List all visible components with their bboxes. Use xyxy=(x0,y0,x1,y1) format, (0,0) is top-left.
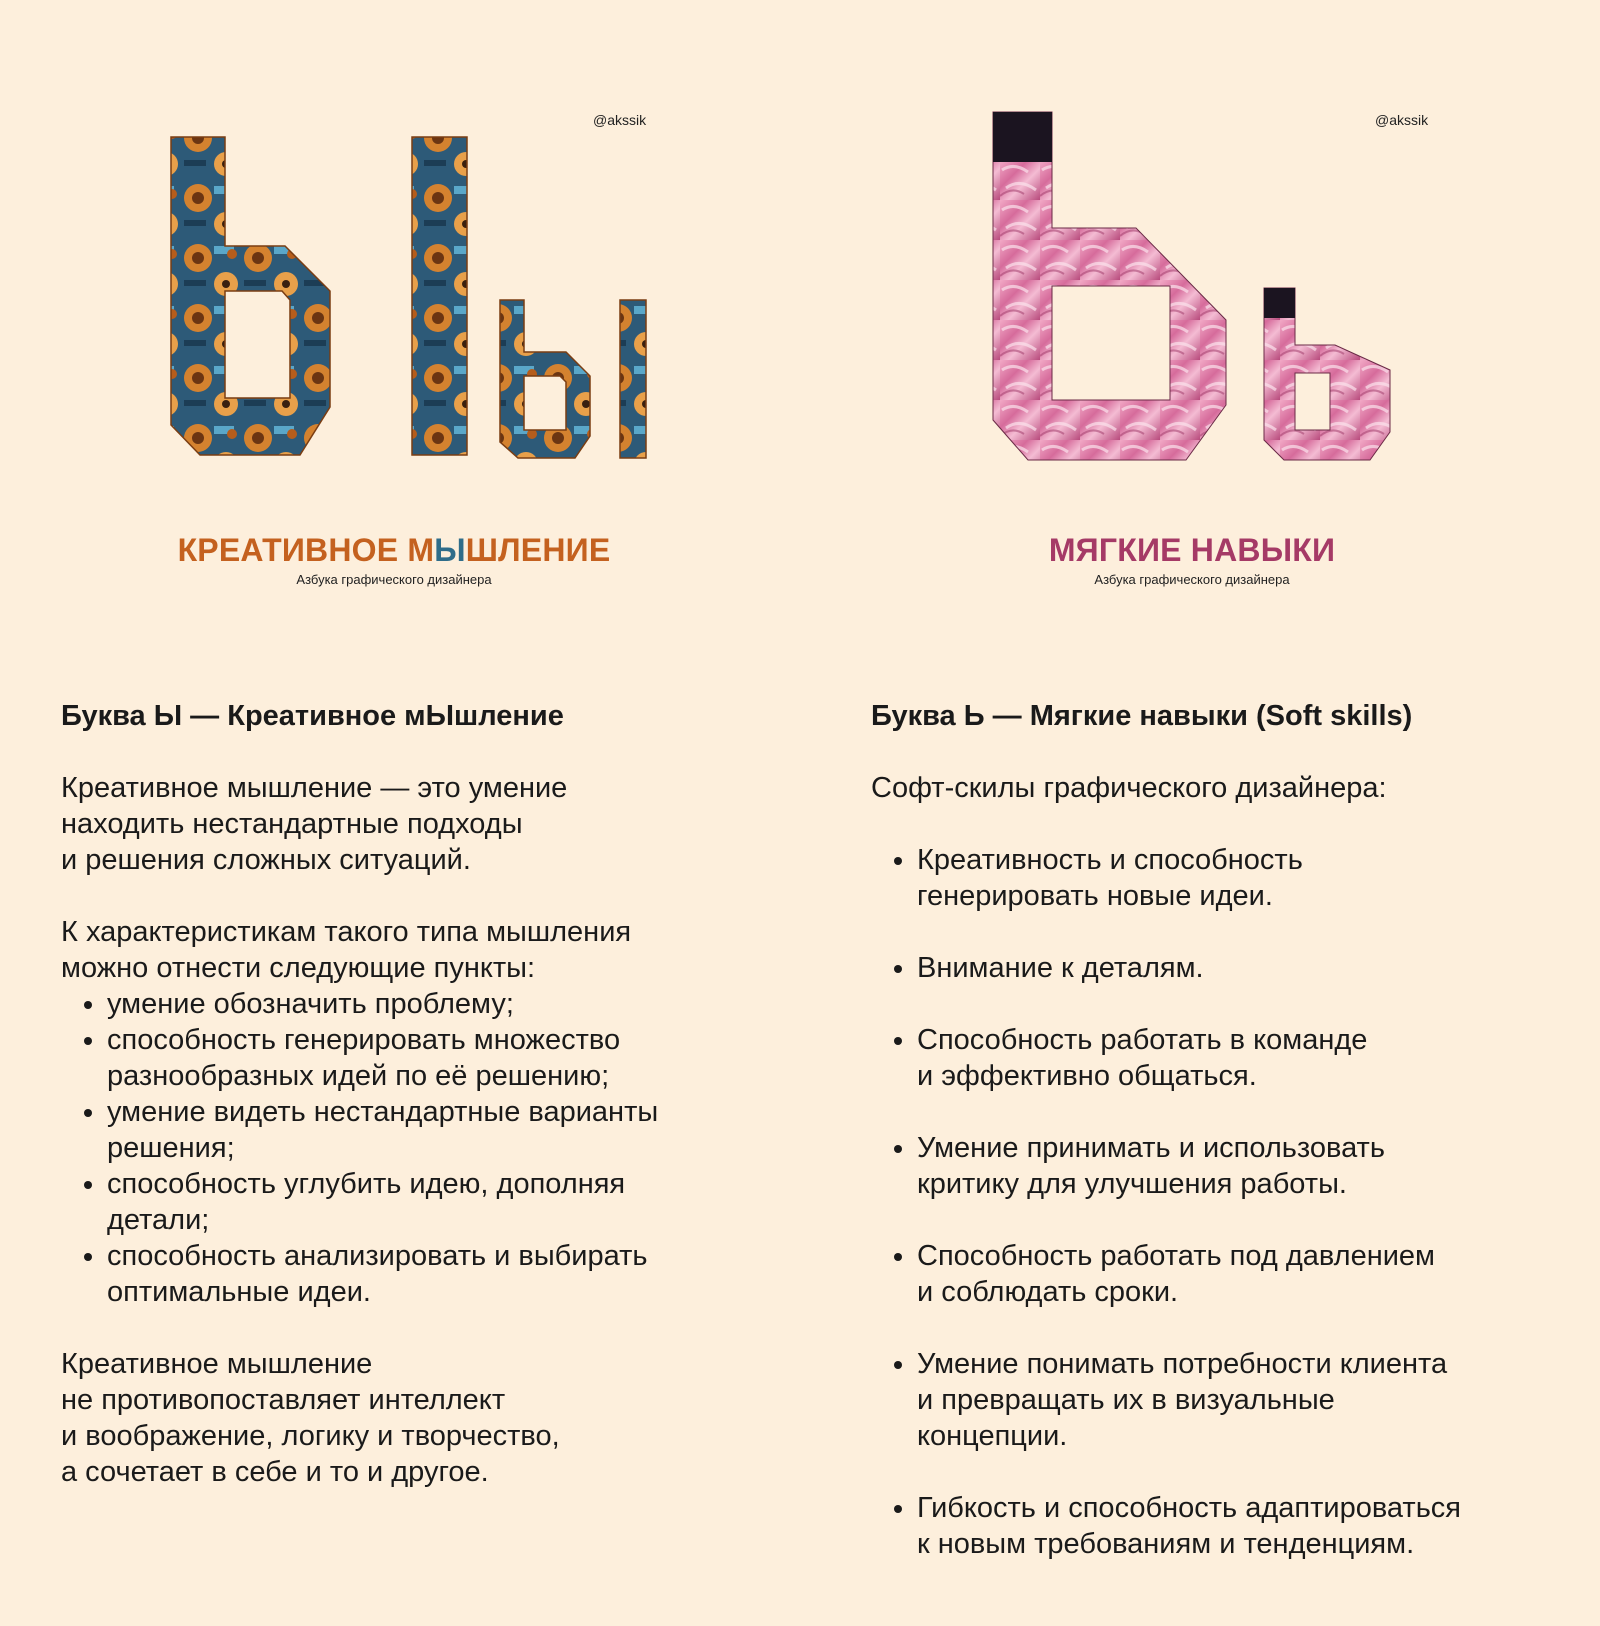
list-item: • Способность работать в команде и эффективно общаться. xyxy=(917,1022,1591,1094)
list-item: • умение видеть нестандартные варианты решения; xyxy=(107,1094,781,1166)
list-item: • Умение понимать потребности клиента и превращать их в визуальные концепции. xyxy=(917,1346,1591,1454)
intro-paragraph: Софт-скилы графического дизайнера: xyxy=(871,772,1387,804)
card-soft-skills xyxy=(800,0,1600,640)
section-heading: Буква Ы — Креативное мЫшление xyxy=(61,700,564,732)
list-item: • Умение принимать и использовать критику для улучшения работы. xyxy=(917,1130,1591,1202)
title-part: КРЕАТИВНОЕ М xyxy=(177,532,435,568)
list-item: • Гибкость и способность адаптироваться к новым требованиям и тенденциям. xyxy=(917,1490,1591,1562)
card-subtitle: Азбука графического дизайнера xyxy=(1094,572,1290,587)
list-item: • Способность работать под давлением и соблюдать сроки. xyxy=(917,1238,1591,1310)
title-accent-letter: Ы xyxy=(434,532,466,568)
list-item: • Креативность и способность генерировать новые идеи. xyxy=(917,842,1591,914)
soft-skills-list xyxy=(871,842,1591,1562)
author-handle: @akssik xyxy=(593,112,647,128)
creative-thinking-description xyxy=(61,698,781,1526)
letter-y-gears-illustration xyxy=(0,0,800,500)
lead-paragraph: К характеристикам такого типа мышления можно отнести следующие пункты: xyxy=(61,916,632,984)
list-item: • способность углубить идею, дополняя детали; xyxy=(107,1166,781,1238)
letter-soft-sign-fur-illustration xyxy=(800,0,1600,500)
intro-paragraph: Креативное мышление — это умение находить нестандартные подходы и решения сложных ситуаций. xyxy=(61,772,568,876)
soft-skills-description xyxy=(871,698,1591,1598)
list-item: • умение обозначить проблему; xyxy=(107,986,781,1022)
outro-paragraph: Креативное мышление не противопоставляет интеллект и воображение, логику и творчество, а сочетает в себе и то и другое. xyxy=(61,1348,560,1488)
characteristics-list xyxy=(61,986,781,1310)
card-subtitle: Азбука графического дизайнера xyxy=(296,572,492,587)
list-item: • способность анализировать и выбирать оптимальные идеи. xyxy=(107,1238,781,1310)
card-title xyxy=(0,532,794,569)
title-part: ШЛЕНИЕ xyxy=(465,532,611,568)
card-creative-thinking xyxy=(0,0,800,640)
author-handle: @akssik xyxy=(1375,112,1429,128)
card-title: МЯГКИЕ НАВЫКИ xyxy=(1048,532,1336,568)
list-item: • Внимание к деталям. xyxy=(917,950,1591,986)
list-item: • способность генерировать множество разнообразных идей по её решению; xyxy=(107,1022,781,1094)
section-heading: Буква Ь — Мягкие навыки (Soft skills) xyxy=(871,700,1413,732)
